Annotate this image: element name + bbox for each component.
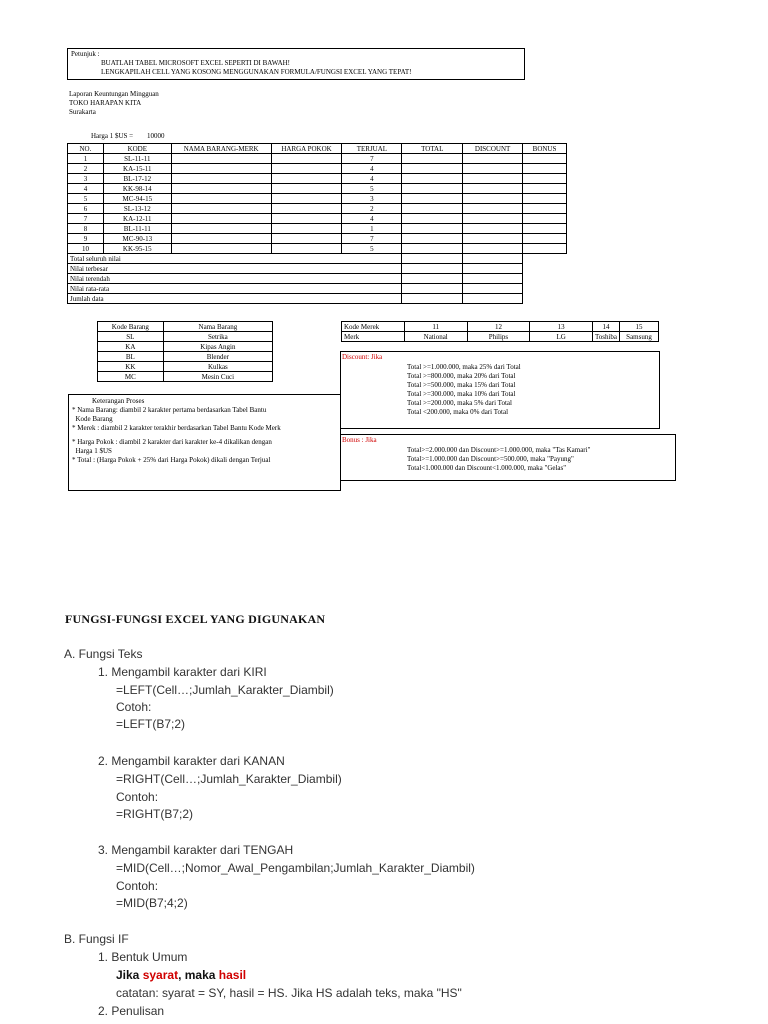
summary-cell <box>402 294 463 304</box>
table-cell <box>402 224 463 234</box>
discount-rule: Total >=800.000, maka 20% dari Total <box>407 372 516 380</box>
store-name: TOKO HARAPAN KITA <box>69 99 142 107</box>
left-title: 1. Mengambil karakter dari KIRI <box>98 665 267 679</box>
table-cell: 2 <box>68 164 104 174</box>
table-cell <box>171 214 271 224</box>
discount-rule: Total >=200.000, maka 5% dari Total <box>407 399 512 407</box>
bonus-rule: Total<1.000.000 dan Discount<1.000.000, maka "Gelas" <box>407 464 567 472</box>
price-label: Harga 1 $US = <box>91 132 134 140</box>
item-code-row <box>98 362 273 372</box>
table-cell <box>271 154 342 164</box>
table-cell <box>271 224 342 234</box>
table-cell <box>463 154 523 164</box>
table-cell: 10 <box>68 244 104 254</box>
table-cell: BL-17-12 <box>103 174 171 184</box>
table-cell <box>523 174 567 184</box>
brand-code-row <box>342 322 659 332</box>
right-example-label: Contoh: <box>116 790 159 804</box>
table-cell <box>463 184 523 194</box>
table-cell <box>523 164 567 174</box>
table-cell: KK-98-14 <box>103 184 171 194</box>
table-cell <box>171 184 271 194</box>
table-cell: 1 <box>68 154 104 164</box>
summary-label: Total seluruh nilai <box>68 254 402 264</box>
table-row <box>68 174 567 184</box>
table-row <box>68 194 567 204</box>
summary-row <box>68 254 567 264</box>
table-cell <box>523 184 567 194</box>
table-cell <box>463 244 523 254</box>
if-writing-title: 2. Penulisan <box>98 1004 165 1018</box>
item-code-header: Nama Barang <box>163 322 272 332</box>
table-cell: 4 <box>68 184 104 194</box>
table-cell: 7 <box>68 214 104 224</box>
column-header: DISCOUNT <box>463 144 523 154</box>
price-value: 10000 <box>147 132 165 140</box>
table-cell <box>271 174 342 184</box>
brand-code-cell: 14 <box>592 322 619 332</box>
brand-code-cell: 12 <box>467 322 530 332</box>
table-cell <box>271 234 342 244</box>
table-cell: KA-12-11 <box>103 214 171 224</box>
table-cell <box>463 204 523 214</box>
column-header: TOTAL <box>402 144 463 154</box>
item-code-cell: KA <box>98 342 164 352</box>
discount-rule: Total >=300.000, maka 10% dari Total <box>407 390 516 398</box>
table-cell: SL-11-11 <box>103 154 171 164</box>
item-code-header: Kode Barang <box>98 322 164 332</box>
table-cell <box>171 204 271 214</box>
table-cell <box>463 234 523 244</box>
table-row <box>68 224 567 234</box>
discount-label: Discount: Jika <box>342 353 383 361</box>
table-cell <box>523 154 567 164</box>
brand-name-cell: Toshiba <box>592 332 619 342</box>
table-cell: 9 <box>68 234 104 244</box>
item-code-cell: BL <box>98 352 164 362</box>
discount-rule: Total <200.000, maka 0% dari Total <box>407 408 509 416</box>
discount-rules-box <box>340 351 660 429</box>
item-code-cell: KK <box>98 362 164 372</box>
table-cell <box>171 154 271 164</box>
brand-name-cell: Samsung <box>620 332 659 342</box>
left-syntax: =LEFT(Cell…;Jumlah_Karakter_Diambil) <box>116 683 334 697</box>
table-cell <box>523 234 567 244</box>
table-cell <box>402 184 463 194</box>
table-cell: 3 <box>342 194 402 204</box>
table-cell <box>402 154 463 164</box>
table-cell <box>402 244 463 254</box>
table-cell <box>171 194 271 204</box>
table-cell <box>271 244 342 254</box>
left-example-label: Cotoh: <box>116 700 152 714</box>
bonus-rules-box <box>340 434 676 481</box>
process-note-line: * Total : (Harga Pokok + 25% dari Harga Pokok) dikali dengan Terjual <box>72 456 271 464</box>
if-general-title: 1. Bentuk Umum <box>98 950 188 964</box>
functions-heading: FUNGSI-FUNGSI EXCEL YANG DIGUNAKAN <box>65 612 326 626</box>
column-header: NAMA BARANG-MERK <box>171 144 271 154</box>
table-cell <box>523 244 567 254</box>
item-code-row <box>98 372 273 382</box>
discount-rule: Total >=500.000, maka 15% dari Total <box>407 381 516 389</box>
table-cell: KA-15-11 <box>103 164 171 174</box>
table-cell <box>463 214 523 224</box>
report-title: Laporan Keuntungan Mingguan <box>69 90 159 98</box>
table-cell <box>271 204 342 214</box>
table-cell: 6 <box>68 204 104 214</box>
summary-row <box>68 294 567 304</box>
table-cell <box>171 164 271 174</box>
table-cell <box>171 174 271 184</box>
table-cell <box>271 214 342 224</box>
brand-name-row <box>342 332 659 342</box>
then-word: , maka <box>178 968 216 982</box>
summary-row <box>68 264 567 274</box>
right-example: =RIGHT(B7;2) <box>116 807 194 821</box>
if-note: catatan: syarat = SY, hasil = HS. Jika HS adalah teks, maka "HS" <box>116 986 462 1000</box>
table-cell <box>271 164 342 174</box>
table-cell <box>523 204 567 214</box>
table-cell <box>402 234 463 244</box>
if-condition-word: syarat <box>142 968 179 982</box>
process-notes-title: Keterangan Proses <box>92 397 145 405</box>
table-row <box>68 164 567 174</box>
table-row <box>68 154 567 164</box>
table-cell: 3 <box>68 174 104 184</box>
if-general-form <box>116 968 246 982</box>
brand-name-cell: Philips <box>467 332 530 342</box>
item-code-row <box>98 352 273 362</box>
table-cell <box>171 224 271 234</box>
table-cell: 7 <box>342 234 402 244</box>
summary-cell <box>463 264 523 274</box>
table-cell: SL-13-12 <box>103 204 171 214</box>
instruction-label: Petunjuk : <box>71 50 100 58</box>
table-cell <box>171 234 271 244</box>
item-code-cell: SL <box>98 332 164 342</box>
table-cell <box>523 224 567 234</box>
item-code-cell: Blender <box>163 352 272 362</box>
table-row <box>68 234 567 244</box>
table-cell: 1 <box>342 224 402 234</box>
item-code-row <box>98 342 273 352</box>
table-cell <box>463 164 523 174</box>
table-cell <box>171 244 271 254</box>
table-cell: 7 <box>342 154 402 164</box>
brand-name-label: Merk <box>342 332 405 342</box>
table-row <box>68 214 567 224</box>
brand-code-cell: 13 <box>530 322 593 332</box>
brand-code-table <box>341 321 659 342</box>
left-example: =LEFT(B7;2) <box>116 717 186 731</box>
process-note-line: * Nama Barang: diambil 2 karakter pertama berdasarkan Tabel Bantu <box>72 406 267 414</box>
brand-code-cell: 15 <box>620 322 659 332</box>
instruction-box <box>67 48 525 80</box>
summary-cell <box>402 284 463 294</box>
table-cell: 4 <box>342 214 402 224</box>
right-title: 2. Mengambil karakter dari KANAN <box>98 754 285 768</box>
table-row <box>68 184 567 194</box>
table-cell <box>523 194 567 204</box>
mid-example-label: Contoh: <box>116 879 159 893</box>
table-cell <box>463 194 523 204</box>
brand-name-cell: LG <box>530 332 593 342</box>
discount-rule: Total >=1.000.000, maka 25% dari Total <box>407 363 521 371</box>
item-code-header-row <box>98 322 273 332</box>
process-note-line: * Harga Pokok : diambil 2 karakter dari karakter ke-4 dikalikan dengan <box>72 438 272 446</box>
table-cell: 5 <box>342 184 402 194</box>
summary-cell <box>402 274 463 284</box>
process-note-line: Kode Barang <box>72 415 113 423</box>
item-code-cell: MC <box>98 372 164 382</box>
column-header: KODE <box>103 144 171 154</box>
process-note-line: Harga 1 $US <box>72 447 112 455</box>
instruction-line-2: LENGKAPILAH CELL YANG KOSONG MENGGUNAKAN FORMULA/FUNGSI EXCEL YANG TEPAT! <box>101 68 412 76</box>
table-cell: 5 <box>68 194 104 204</box>
table-cell: 5 <box>342 244 402 254</box>
table-row <box>68 204 567 214</box>
item-code-table <box>97 321 273 382</box>
if-word: Jika <box>116 968 140 982</box>
table-cell: MC-94-15 <box>103 194 171 204</box>
column-header: BONUS <box>523 144 567 154</box>
mid-syntax: =MID(Cell…;Nomor_Awal_Pengambilan;Jumlah_Karakter_Diambil) <box>116 861 475 875</box>
table-row <box>68 244 567 254</box>
brand-code-label: Kode Merek <box>342 322 405 332</box>
column-header: TERJUAL <box>342 144 402 154</box>
table-cell: KK-95-15 <box>103 244 171 254</box>
table-cell: BL-11-11 <box>103 224 171 234</box>
table-cell <box>402 174 463 184</box>
section-b-title: B. Fungsi IF <box>64 932 129 946</box>
table-cell <box>523 214 567 224</box>
mid-title: 3. Mengambil karakter dari TENGAH <box>98 843 294 857</box>
table-cell <box>402 214 463 224</box>
if-result-word: hasil <box>218 968 247 982</box>
summary-cell <box>402 264 463 274</box>
table-cell <box>271 194 342 204</box>
table-cell <box>402 164 463 174</box>
mid-example: =MID(B7;4;2) <box>116 896 188 910</box>
summary-label: Nilai terendah <box>68 274 402 284</box>
bonus-rule: Total>=1.000.000 dan Discount>=500.000, maka "Payung" <box>407 455 574 463</box>
summary-label: Nilai terbesar <box>68 264 402 274</box>
column-header: HARGA POKOK <box>271 144 342 154</box>
table-cell: 2 <box>342 204 402 214</box>
process-notes-box <box>68 394 341 491</box>
table-cell: MC-90-13 <box>103 234 171 244</box>
item-code-cell: Mesin Cuci <box>163 372 272 382</box>
section-a-title: A. Fungsi Teks <box>64 647 143 661</box>
item-code-cell: Kulkas <box>163 362 272 372</box>
item-code-cell: Setrika <box>163 332 272 342</box>
item-code-row <box>98 332 273 342</box>
summary-label: Nilai rata-rata <box>68 284 402 294</box>
table-cell <box>271 184 342 194</box>
instruction-line-1: BUATLAH TABEL MICROSOFT EXCEL SEPERTI DI BAWAH! <box>101 59 291 67</box>
city-name: Surakarta <box>69 108 96 116</box>
summary-row <box>68 274 567 284</box>
bonus-rule: Total>=2.000.000 dan Discount>=1.000.000, maka "Tas Kamari" <box>407 446 591 454</box>
table-header-row <box>68 144 567 154</box>
sales-table <box>67 143 567 304</box>
summary-cell <box>463 254 523 264</box>
table-cell: 4 <box>342 174 402 184</box>
table-cell <box>402 194 463 204</box>
brand-code-cell: 11 <box>404 322 467 332</box>
summary-cell <box>402 254 463 264</box>
summary-row <box>68 284 567 294</box>
table-cell <box>402 204 463 214</box>
table-cell <box>463 174 523 184</box>
table-cell: 8 <box>68 224 104 234</box>
table-cell: 4 <box>342 164 402 174</box>
bonus-label: Bonus : Jika <box>342 436 377 444</box>
summary-cell <box>463 294 523 304</box>
column-header: NO. <box>68 144 104 154</box>
brand-name-cell: National <box>404 332 467 342</box>
summary-cell <box>463 274 523 284</box>
summary-cell <box>463 284 523 294</box>
summary-label: Jumlah data <box>68 294 402 304</box>
item-code-cell: Kipas Angin <box>163 342 272 352</box>
process-note-line: * Merek : diambil 2 karakter terakhir berdasarkan Tabel Bantu Kode Merk <box>72 424 281 432</box>
table-cell <box>463 224 523 234</box>
right-syntax: =RIGHT(Cell…;Jumlah_Karakter_Diambil) <box>116 772 342 786</box>
